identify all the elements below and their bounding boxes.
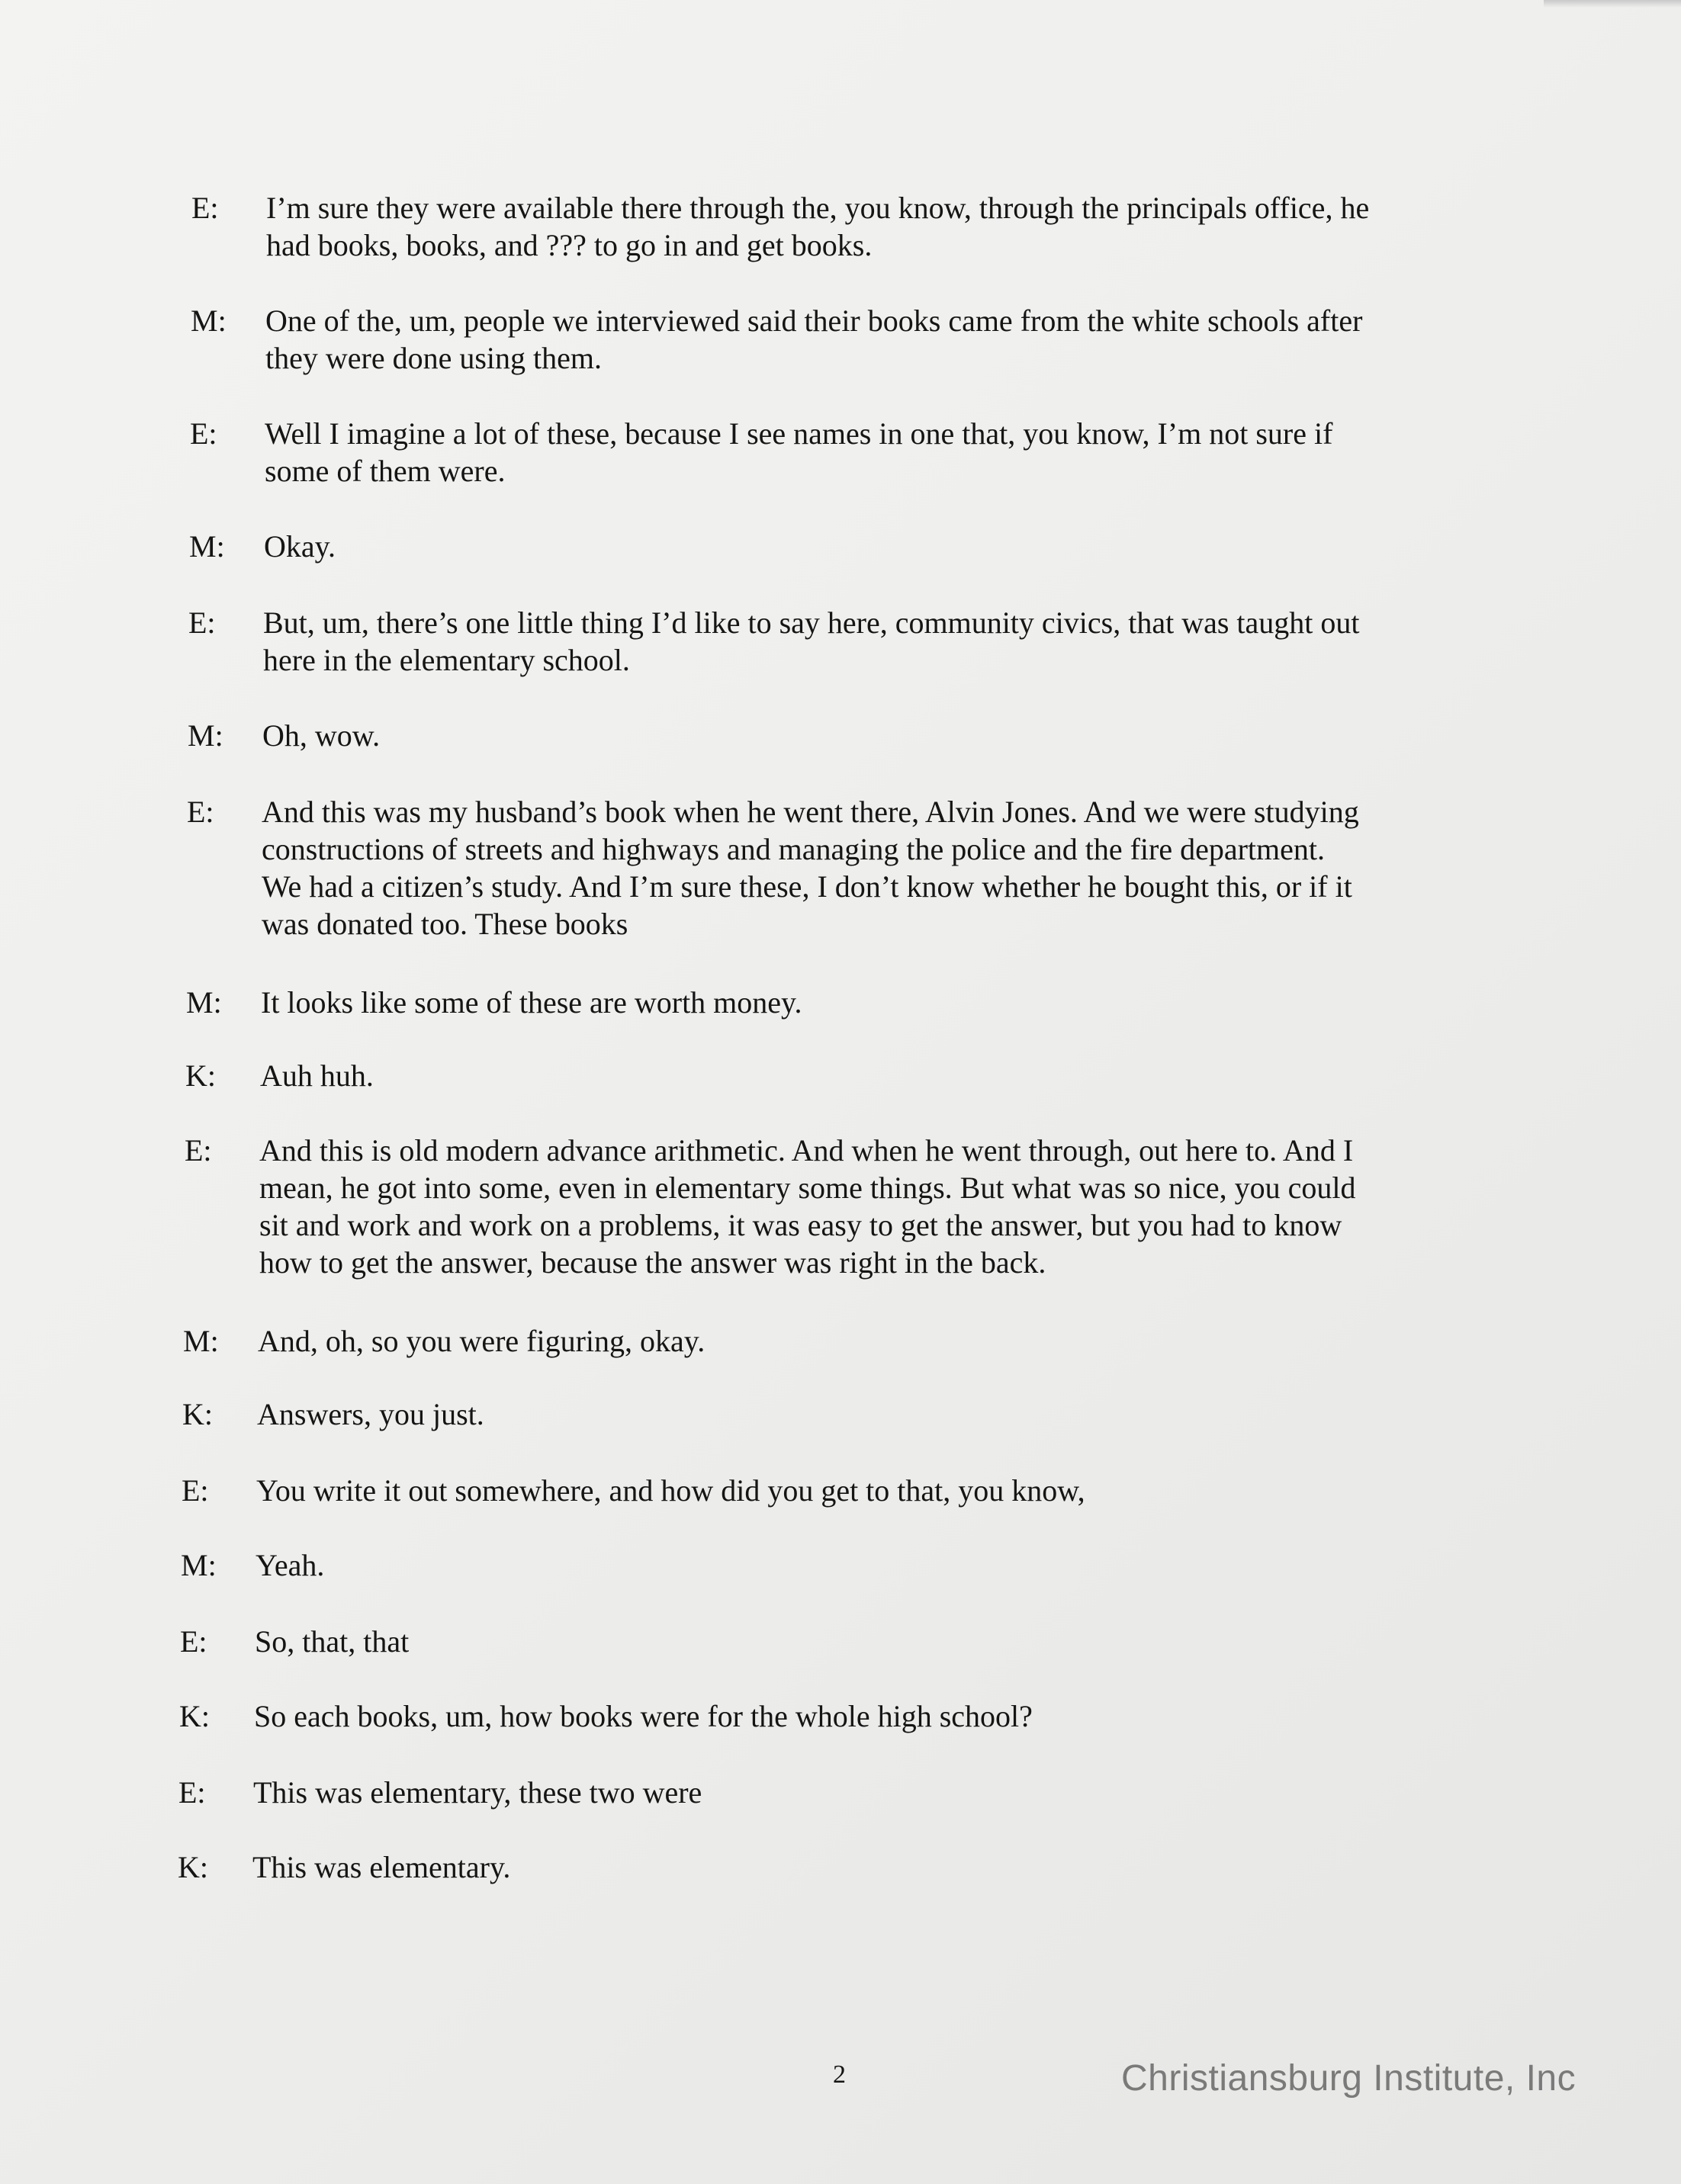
speaker-label: M: <box>186 985 222 1020</box>
dialogue-text: One of the, um, people we interviewed said their books came from the white schools after they were done using them. <box>265 304 1363 375</box>
dialogue-text: But, um, there’s one little thing I’d like to say here, community civics, that was taught out here in the elementary school. <box>263 605 1360 677</box>
speaker-label: K: <box>178 1850 208 1884</box>
dialogue-text: Well I imagine a lot of these, because I see names in one that, you know, I’m not sure if some of them were. <box>265 416 1333 488</box>
dialogue-text: Answers, you just. <box>257 1397 484 1431</box>
speaker-label: K: <box>179 1699 210 1733</box>
page-number: 2 <box>833 2060 846 2089</box>
transcript-entry <box>180 1623 1475 1660</box>
speaker-label: E: <box>187 795 214 829</box>
transcript-entry <box>191 302 1486 377</box>
transcript-entry <box>183 1322 1478 1360</box>
dialogue-text: Okay. <box>264 529 336 564</box>
transcript-entry <box>178 1774 1474 1811</box>
transcript-entry <box>179 1697 1474 1735</box>
transcript-entry <box>190 415 1485 490</box>
dialogue-text: This was elementary, these two were <box>253 1775 702 1810</box>
transcript-entry <box>187 793 1482 943</box>
transcript-entry <box>185 1057 1480 1094</box>
dialogue-text: So each books, um, how books were for the whole high school? <box>254 1699 1033 1733</box>
speaker-label: K: <box>182 1397 213 1431</box>
speaker-label: E: <box>190 416 217 451</box>
institution-watermark: Christiansburg Institute, Inc <box>1121 2058 1577 2099</box>
speaker-label: E: <box>178 1775 206 1810</box>
transcript-entry <box>188 604 1483 679</box>
transcript-entry <box>188 717 1483 754</box>
dialogue-text: Yeah. <box>256 1548 325 1582</box>
dialogue-text: Oh, wow. <box>262 718 381 753</box>
dialogue-text: I’m sure they were available there through the, you know, through the principals office, he had books, books, and ??? to go in and get books. <box>266 191 1370 262</box>
dialogue-text: And this was my husband’s book when he went there, Alvin Jones. And we were studying constructions of streets and highways and managing the police and the fire department. We had a citizen’s study. And I’m sure these, I don’t know whether he bought this, or if it was donated too. These books <box>262 795 1359 941</box>
dialogue-text: Auh huh. <box>260 1058 374 1093</box>
dialogue-text: And this is old modern advance arithmetic. And when he went through, out here to. And I mean, he got into some, even in elementary some things. But what was so nice, you could sit and work and work on a problems, it was easy to get the answer, but you had to know how to get the answer, because the answer was right in the back. <box>259 1133 1356 1280</box>
transcript-entry <box>182 1396 1477 1433</box>
transcript-entry <box>191 189 1487 264</box>
speaker-label: E: <box>191 191 219 225</box>
speaker-label: E: <box>188 605 216 640</box>
dialogue-text: You write it out somewhere, and how did you get to that, you know, <box>256 1473 1085 1508</box>
dialogue-text: And, oh, so you were figuring, okay. <box>258 1324 706 1358</box>
dialogue-text: It looks like some of these are worth money. <box>261 985 802 1020</box>
transcript-entry <box>185 1132 1480 1281</box>
transcript-entry <box>178 1848 1473 1886</box>
speaker-label: E: <box>180 1624 207 1659</box>
dialogue-text: So, that, that <box>255 1624 410 1659</box>
transcript-entry <box>182 1472 1477 1509</box>
speaker-label: E: <box>185 1133 212 1167</box>
speaker-label: M: <box>188 718 223 753</box>
transcript-entry <box>189 528 1484 565</box>
speaker-label: E: <box>182 1473 209 1508</box>
dialogue-text: This was elementary. <box>252 1850 511 1884</box>
speaker-label: M: <box>183 1324 219 1358</box>
speaker-label: M: <box>181 1548 217 1582</box>
transcript-entry <box>186 984 1481 1021</box>
speaker-label: M: <box>189 529 225 564</box>
transcript-entry <box>181 1546 1476 1584</box>
speaker-label: M: <box>191 304 227 338</box>
speaker-label: K: <box>185 1058 216 1093</box>
